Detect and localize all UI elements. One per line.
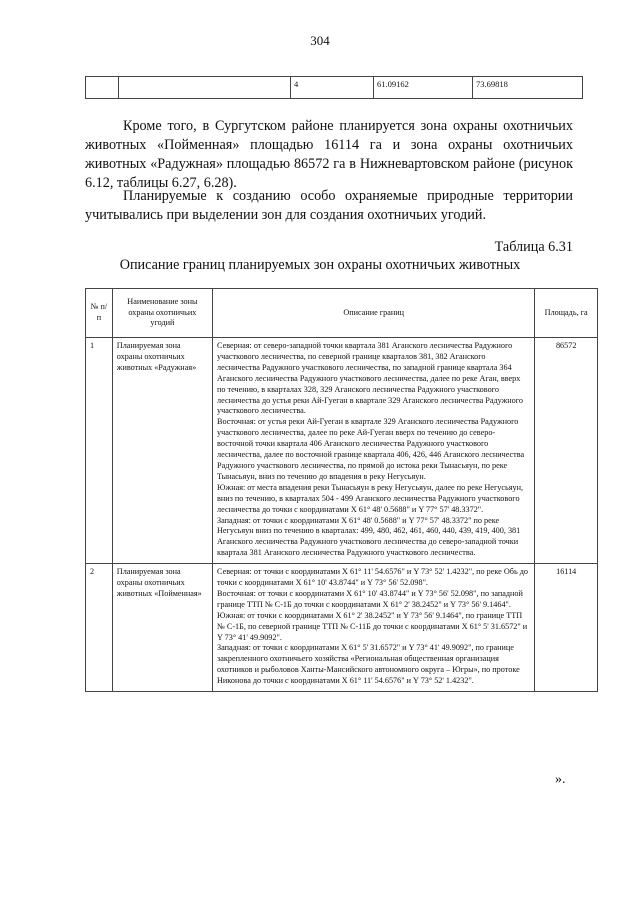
boundary-west: Западная: от точки с координатами X 61° 48' 0.5688" и Y 77° 57' 48.3372" по реке Негусьяун вниз по течению в кварталах: 499, 480, 462, 461, 460, 440, 439, 419, 400, 381 Аганского лесничества Радужного участкового лесничества до северо-западной точки квартала 381 Аганского лесничества Радужного участкового лесничества.: [217, 515, 521, 558]
row-number: 1: [86, 338, 113, 564]
table-cell: [119, 77, 291, 99]
table-caption: Таблица 6.31: [494, 239, 573, 255]
table-cell: 73.69818: [473, 77, 583, 99]
header-area: Площадь, га: [535, 289, 598, 338]
closing-quote-mark: ».: [555, 772, 566, 787]
body-paragraph: [85, 117, 573, 193]
paragraph-text: Кроме того, в Сургутском районе планируется зона охраны охотничьих животных «Пойменная» площадью 16114 га и зона охраны охотничьих животных «Радужная» площадью 86572 га в Нижневартовском районе (рисунок 6.12, таблицы 6.27, 6.28).: [85, 118, 573, 191]
top-table-fragment: [85, 76, 583, 99]
zone-area: 16114: [535, 564, 598, 692]
zone-name: Планируемая зона охраны охотничьих животных «Радужная»: [112, 338, 212, 564]
header-boundary-description: Описание границ: [213, 289, 535, 338]
boundary-south: Южная: от места впадения реки Тынасьяун в реку Негусьяун, далее по реке Негусьяун, вниз по течению, в кварталах 504 - 499 Аганского лесничества Радужного участкового лесничества до точки с координатами X 61° 48' 0.5688" и Y 77° 57' 48.3372".: [217, 482, 524, 514]
table-row: [86, 338, 598, 564]
boundary-north: Северная: от точки с координатами X 61° 11' 54.6576" и Y 73° 52' 1.4232", по реке Обь до точки с координатами X 61° 10' 43.8744" и Y 73° 56' 52.098".: [217, 567, 528, 588]
boundary-description: [213, 338, 535, 564]
boundary-east: Восточная: от устья реки Ай-Гуеган в квартале 329 Аганского лесничества Радужного участкового лесничества, далее по реке Ай-Гуеган вверх по течению до северо-восточной точки квартала 406 Аганского лесничества Радужного участкового лесничества, далее по восточной границе квартала 406, 426, 446 Аганского лесничества Радужного участкового лесничества, по прямой до истока реки Тынасьяун, по реке Тынасьяун, вниз по течению до впадения в реку Негусьяун.: [217, 417, 525, 481]
boundary-east: Восточная: от точки с координатами X 61° 10' 43.8744" и Y 73° 56' 52.098", по западной границе ТТП № С-1Б до точки с координатами X 61° 2' 38.2452" и Y 73° 56' 9.1464".: [217, 588, 523, 609]
body-paragraph: [85, 187, 573, 225]
boundary-north: Северная: от северо-западной точки квартала 381 Аганского лесничества Радужного участкового лесничества, по северной границе кварталов 381, 382 Аганского лесничества Радужного участкового лесничества, по западной границе квартала 364 Аганского лесничества Радужного участкового лесничества, далее по реке Аган, вверх по течению, в кварталах 328, 329 Аганского лесничества Радужного участкового лесничества до устья реки Ай-Гуеган в квартале 329 Аганского лесничества Радужного участкового лесничества.: [217, 341, 523, 416]
row-number: 2: [86, 564, 113, 692]
header-zone-name: Наименование зоны охраны охотничьих угодий: [112, 289, 212, 338]
table-row: [86, 77, 583, 99]
table-cell: 61.09162: [374, 77, 473, 99]
header-number: № п/п: [86, 289, 113, 338]
boundary-west: Западная: от точки с координатами X 61° 5' 31.6572" и Y 73° 41' 49.9092", по границе закрепленного охотничьего хозяйства «Региональная общественная организация охотников и рыболовов Ханты-Мансийского автономного округа – Югры», по протоке Никонова до точки с координатами X 61° 11' 54.6576" и Y 73° 52' 1.4232".: [217, 643, 520, 686]
table-title: Описание границ планируемых зон охраны охотничьих животных: [119, 257, 521, 273]
zone-area: 86572: [535, 338, 598, 564]
page-number: 304: [310, 33, 330, 48]
boundary-description: [213, 564, 535, 692]
table-row: [86, 564, 598, 692]
table-header-row: [86, 289, 598, 338]
boundaries-table: [85, 288, 598, 692]
zone-name: Планируемая зона охраны охотничьих животных «Пойменная»: [112, 564, 212, 692]
table-cell: 4: [291, 77, 374, 99]
table-cell: [86, 77, 119, 99]
paragraph-text: Планируемые к созданию особо охраняемые природные территории учитывались при выделении зон для создания охотничьих угодий.: [85, 188, 573, 223]
boundary-south: Южная: от точки с координатами X 61° 2' 38.2452" и Y 73° 56' 9.1464", по границе ТТП № С-1Б, по северной границе ТТП № С-11Б до точки с координатами X 61° 5' 31.6572" и Y 73° 41' 49.9092".: [217, 610, 528, 642]
